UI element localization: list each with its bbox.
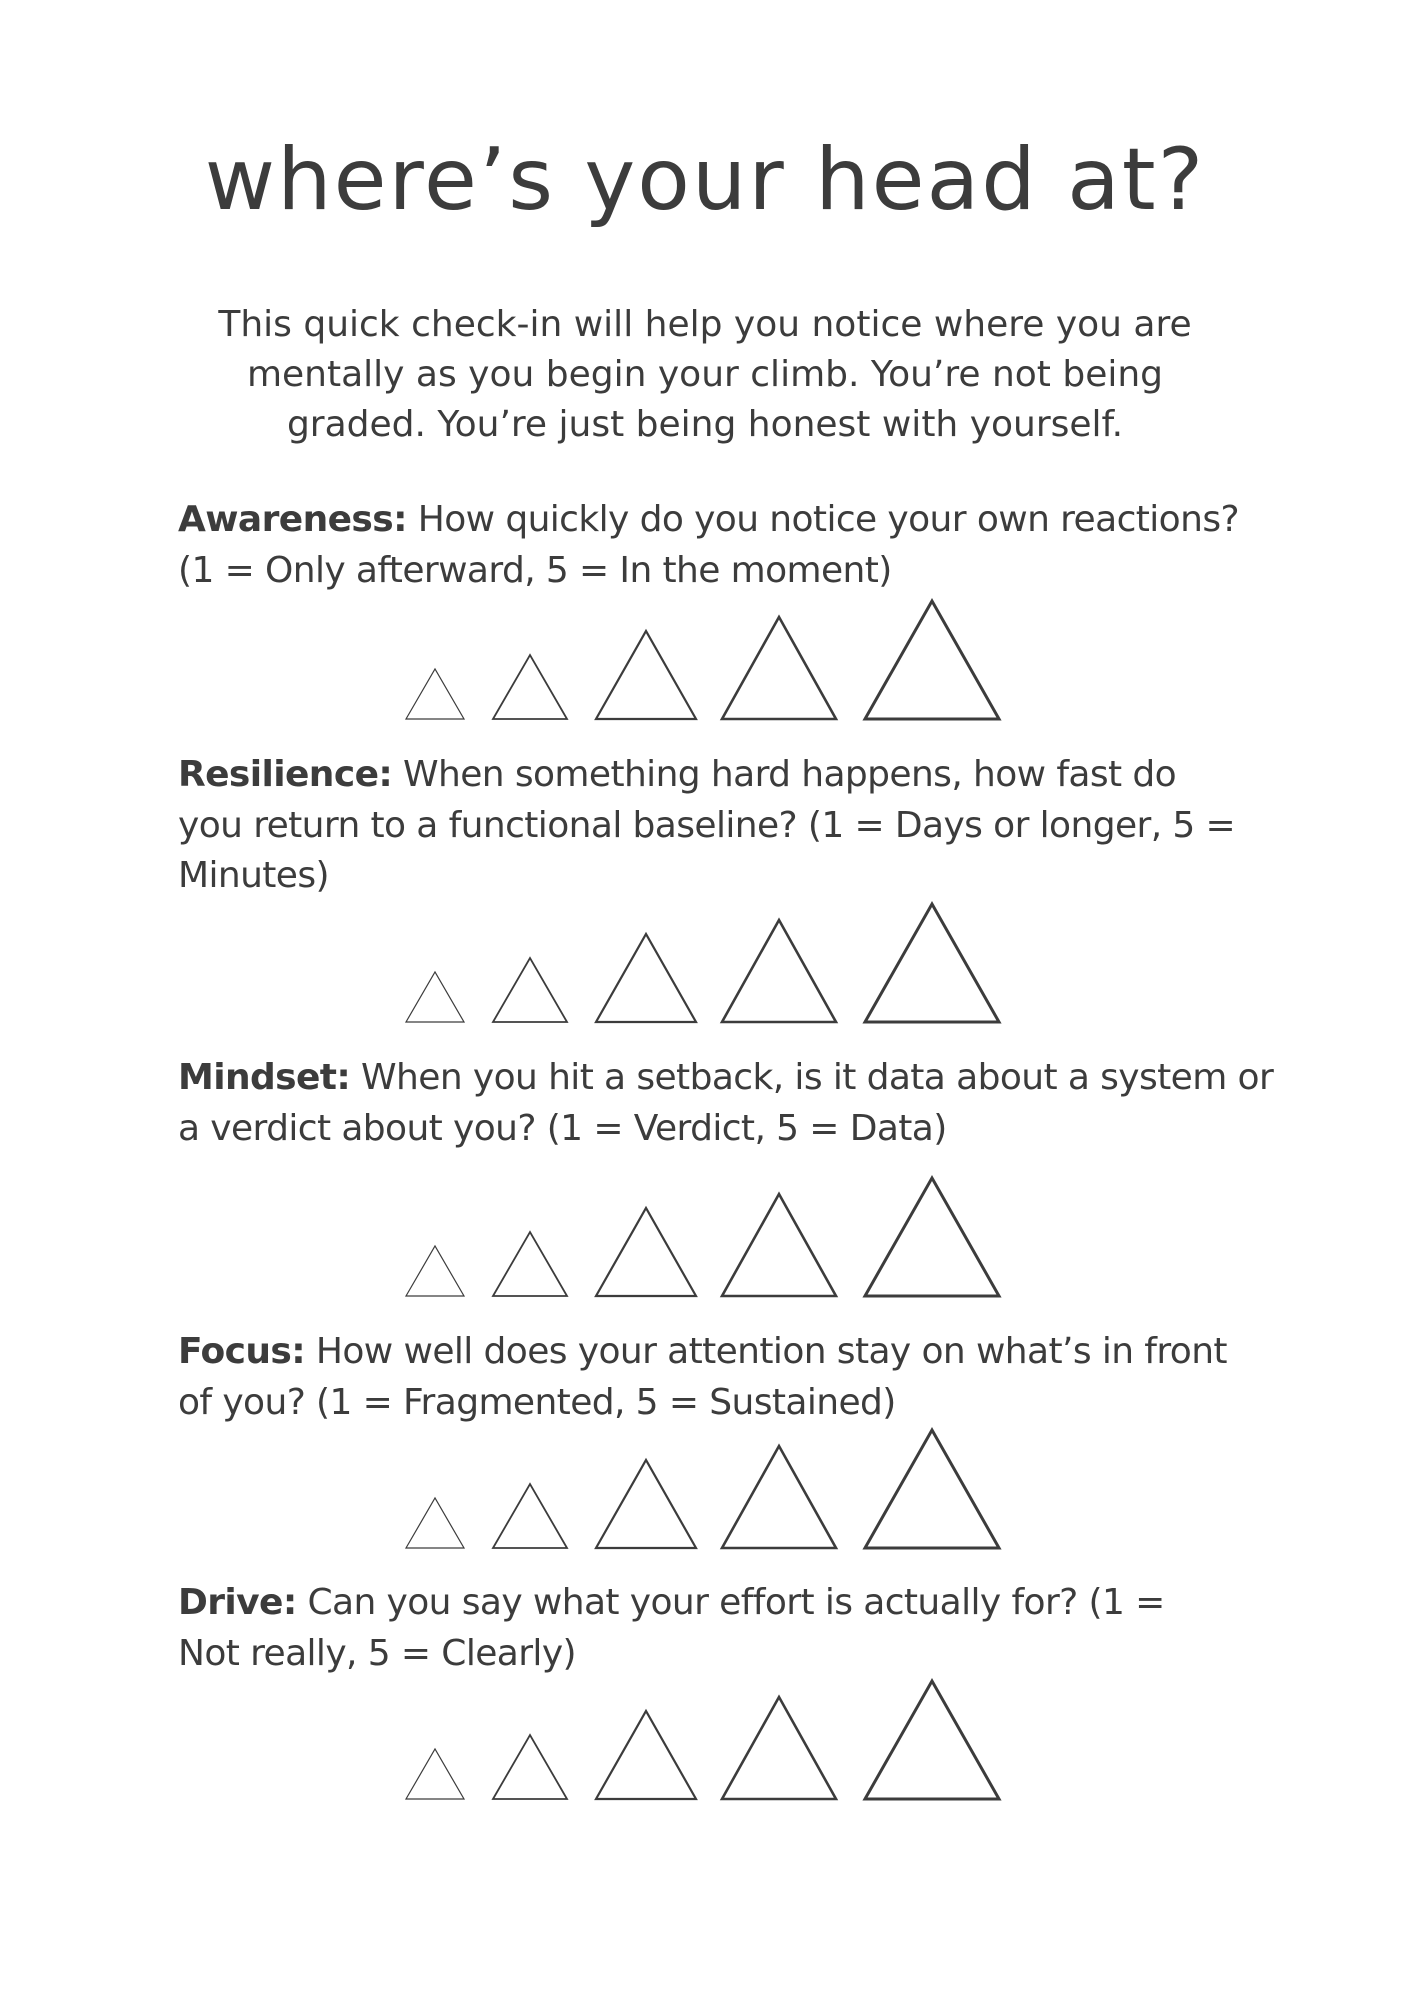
triangle-rating-4-icon[interactable] bbox=[722, 617, 836, 719]
triangle-rating-1-icon[interactable] bbox=[406, 1749, 464, 1799]
page-title: where’s your head at? bbox=[204, 130, 1206, 230]
question-label: Drive: bbox=[178, 1582, 297, 1623]
rating-scale-drive bbox=[0, 1675, 1410, 1805]
question-resilience bbox=[178, 750, 1238, 902]
triangle-rating-1-icon[interactable] bbox=[406, 1246, 464, 1296]
triangle-rating-4-icon[interactable] bbox=[722, 920, 836, 1022]
triangle-rating-3-icon[interactable] bbox=[596, 1711, 696, 1799]
triangle-rating-3-icon[interactable] bbox=[596, 934, 696, 1022]
question-text: Can you say what your effort is actually for? (1 = Not really, 5 = Clearly) bbox=[178, 1582, 1165, 1674]
triangle-rating-2-icon[interactable] bbox=[493, 958, 567, 1022]
triangle-rating-2-icon[interactable] bbox=[493, 1735, 567, 1799]
triangle-rating-1-icon[interactable] bbox=[406, 1498, 464, 1548]
triangle-rating-5-icon[interactable] bbox=[865, 601, 999, 719]
triangle-rating-3-icon[interactable] bbox=[596, 1460, 696, 1548]
question-text: How quickly do you notice your own reactions? (1 = Only afterward, 5 = In the moment) bbox=[178, 499, 1239, 591]
triangle-rating-2-icon[interactable] bbox=[493, 655, 567, 719]
triangle-rating-4-icon[interactable] bbox=[722, 1194, 836, 1296]
question-focus bbox=[178, 1327, 1238, 1428]
question-drive bbox=[178, 1578, 1208, 1679]
question-label: Resilience: bbox=[178, 754, 393, 795]
triangle-rating-4-icon[interactable] bbox=[722, 1697, 836, 1799]
triangle-rating-1-icon[interactable] bbox=[406, 972, 464, 1022]
question-text: How well does your attention stay on what’s in front of you? (1 = Fragmented, 5 = Sustained) bbox=[178, 1331, 1227, 1423]
triangle-rating-5-icon[interactable] bbox=[865, 1178, 999, 1296]
question-label: Mindset: bbox=[178, 1057, 351, 1098]
rating-scale-mindset bbox=[0, 1172, 1410, 1302]
rating-scale-resilience bbox=[0, 898, 1410, 1028]
triangle-rating-1-icon[interactable] bbox=[406, 669, 464, 719]
question-text: When you hit a setback, is it data about a system or a verdict about you? (1 = Verdict, 5 = Data) bbox=[178, 1057, 1274, 1149]
triangle-rating-5-icon[interactable] bbox=[865, 904, 999, 1022]
question-awareness bbox=[178, 495, 1268, 596]
question-label: Focus: bbox=[178, 1331, 306, 1372]
triangle-rating-4-icon[interactable] bbox=[722, 1446, 836, 1548]
question-mindset bbox=[178, 1053, 1288, 1154]
question-label: Awareness: bbox=[178, 499, 407, 540]
intro-paragraph: This quick check-in will help you notice where you are mentally as you begin your climb. You’re not being graded. You’re just being honest with yourself. bbox=[218, 304, 1192, 445]
triangle-rating-3-icon[interactable] bbox=[596, 1208, 696, 1296]
triangle-rating-2-icon[interactable] bbox=[493, 1484, 567, 1548]
triangle-rating-3-icon[interactable] bbox=[596, 631, 696, 719]
triangle-rating-5-icon[interactable] bbox=[865, 1681, 999, 1799]
rating-scale-awareness bbox=[0, 595, 1410, 725]
question-text: When something hard happens, how fast do you return to a functional baseline? (1 = Days or longer, 5 = Minutes) bbox=[178, 754, 1236, 896]
rating-scale-focus bbox=[0, 1424, 1410, 1554]
triangle-rating-5-icon[interactable] bbox=[865, 1430, 999, 1548]
triangle-rating-2-icon[interactable] bbox=[493, 1232, 567, 1296]
